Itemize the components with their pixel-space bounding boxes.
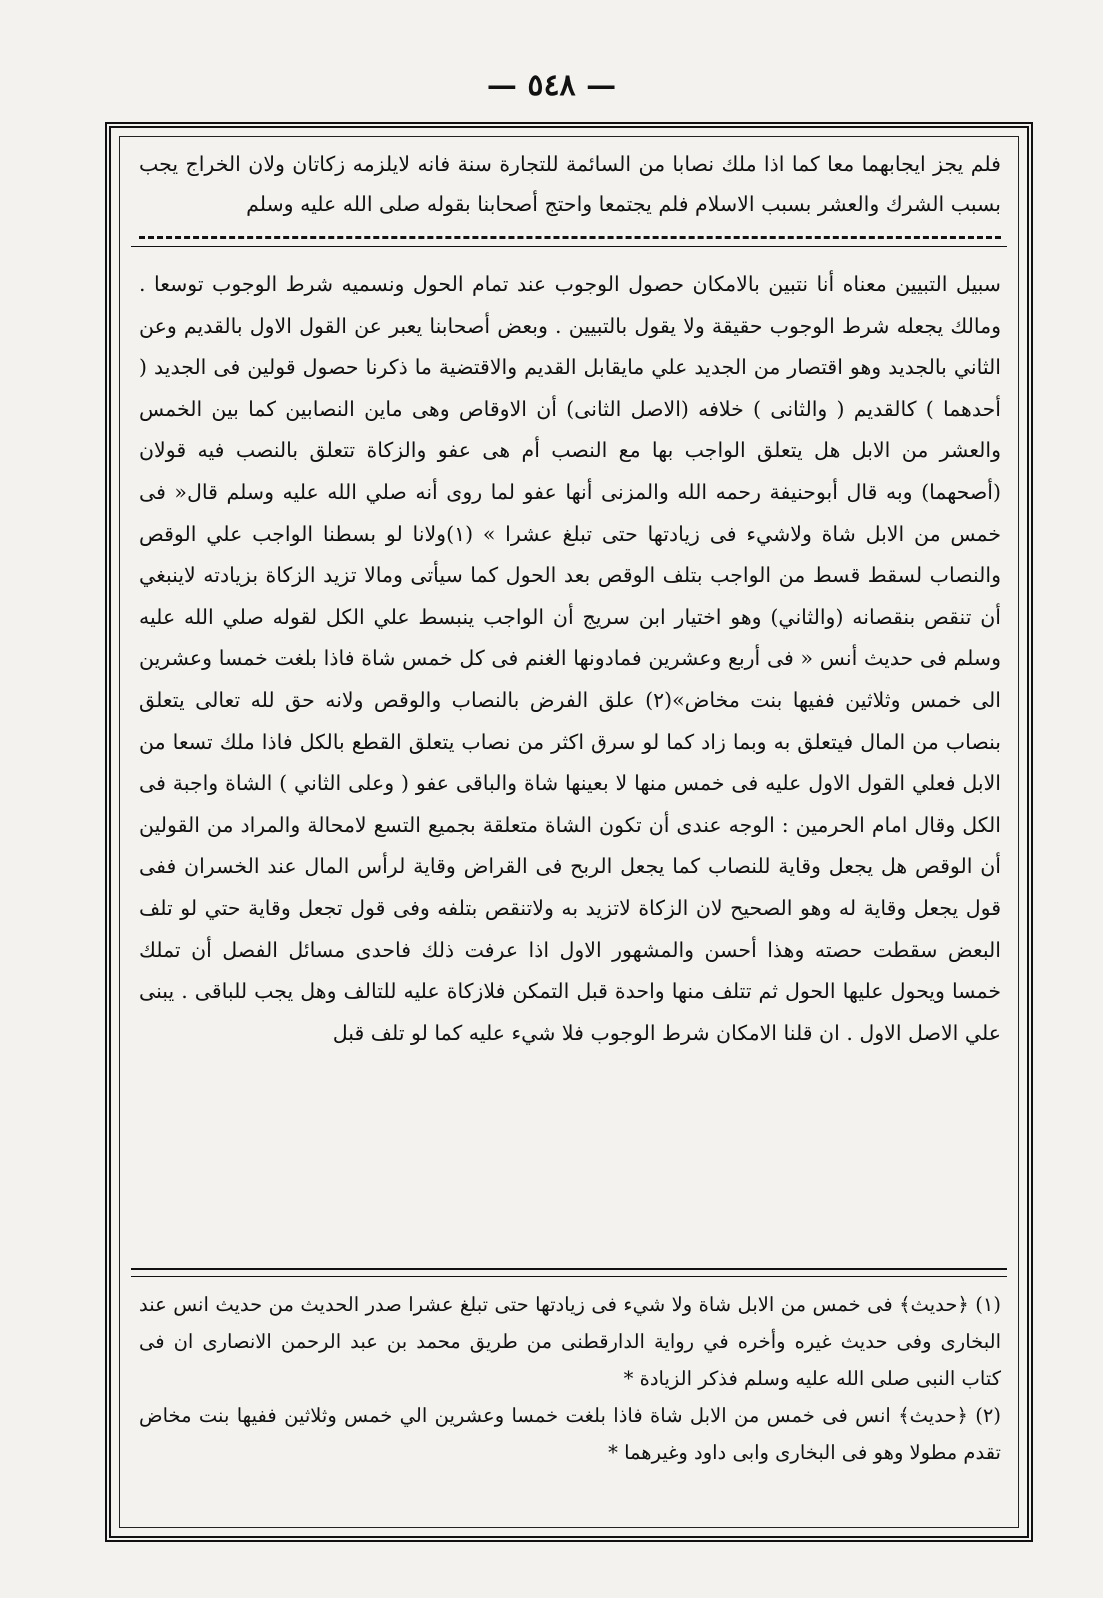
top-text: فلم يجز ايجابهما معا كما اذا ملك نصابا من السائمة للتجارة سنة فانه لايلزمه زكاتان ولان الخراج يجب بسبب الشرك والعشر بسبب الاسلام فلم يجتمعا واحتج أصحابنا بقوله صلى الله عليه وسلم [139, 152, 1001, 216]
page-number: — ٥٤٨ — [486, 68, 617, 103]
section-divider [131, 246, 1007, 247]
main-commentary [139, 264, 1001, 1314]
page-frame [105, 122, 1033, 1542]
footnotes [139, 1286, 1001, 1531]
footnote-2: (٢) ﴿حديث﴾ انس فى خمس من الابل شاة فاذا بلغت خمسا وعشرين الي خمس وثلاثين ففيها بنت مخاض تقدم مطولا وهو فى البخارى وابى داود وغيرهما * [139, 1404, 1001, 1464]
main-text: سبيل التبيين معناه أنا نتبين بالامكان حصول الوجوب عند تمام الحول ونسميه شرط الوجوب توسعا . ومالك يجعله شرط الوجوب حقيقة ولا يقول بالتبيين . وبعض أصحابنا يعبر عن القول الاول بالقديم وعن الثاني بالجديد وهو اقتصار من الجديد علي مايقابل القديم والاقتضية ما ذكرنا حصول قولين فى الجديد ( أحدهما ) كالقديم ( والثانى ) خلافه (الاصل الثانى) أن الاوقاص وهى ماين النصابين كما بين الخمس والعشر من الابل هل يتعلق الواجب بها مع النصب أم هى عفو والزكاة تتعلق بالنصب فيه قولان (أصحهما) وبه قال أبوحنيفة رحمه الله والمزنى أنها عفو لما روى أنه صلي الله عليه وسلم قال« فى خمس من الابل شاة ولاشيء فى زيادتها حتى تبلغ عشرا » (١)ولانا لو بسطنا الواجب علي الوقص والنصاب لسقط قسط من الواجب بتلف الوقص بعد الحول كما سيأتى ومالا تزيد الزكاة بزيادته لاينبغي أن تنقص بنقصانه (والثاني) وهو اختيار ابن سريج أن الواجب ينبسط علي الكل لقوله صلي الله عليه وسلم فى حديث أنس « فى أربع وعشرين فمادونها الغنم فى كل خمس شاة فاذا بلغت خمسا وعشرين الى خمس وثلاثين ففيها بنت مخاض»(٢) علق الفرض بالنصاب والوقص ولانه حق لله تعالى يتعلق بنصاب من المال فيتعلق به وبما زاد كما لو سرق اكثر من نصاب يتعلق القطع بالكل فاذا ملك تسعا من الابل فعلي القول الاول عليه فى خمس منها لا بعينها شاة والباقى عفو ( وعلى الثاني ) الشاة واجبة فى الكل وقال امام الحرمين : الوجه عندى أن تكون الشاة متعلقة بجميع التسع لامحالة والمراد من القولين أن الوقص هل يجعل وقاية للنصاب كما يجعل الربح فى القراض وقاية لرأس المال عند الخسران ففى قول يجعل وقاية له وهو الصحيح لان الزكاة لاتزيد به ولاتنقص بتلفه وفى قول تجعل وقاية حتي لو تلف البعض سقطت حصته وهذا أحسن والمشهور الاول اذا عرفت ذلك فاحدى مسائل الفصل أن تملك خمسا ويحول عليها الحول ثم تتلف منها واحدة قبل التمكن فلازكاة عليه للتالف وهل يجب للباقى . يبنى علي الاصل الاول . ان قلنا الامكان شرط الوجوب فلا شيء عليه كما لو تلف قبل [139, 272, 1001, 1045]
dashed-divider [139, 236, 1001, 239]
footnote-1: (١) ﴿حديث﴾ فى خمس من الابل شاة ولا شيء فى زيادتها حتى تبلغ عشرا صدر الحديث من حديث انس عند البخارى وفى حديث غيره وأخره في رواية الدارقطنى من طريق محمد بن عبد الرحمن الانصارى ان فى كتاب النبى صلى الله عليه وسلم فذكر الزيادة * [139, 1293, 1001, 1390]
footnote-divider-inner [131, 1276, 1007, 1277]
top-paragraph [139, 144, 1001, 234]
footnote-divider [131, 1268, 1007, 1270]
